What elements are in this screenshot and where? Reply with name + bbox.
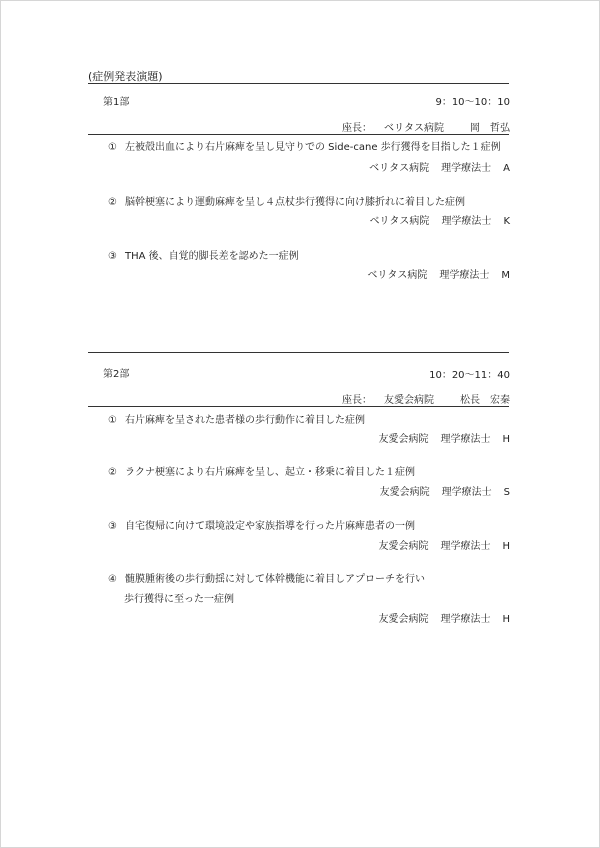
case-number: ③ xyxy=(108,521,117,532)
section-2-rule xyxy=(88,406,509,407)
case-title-text: 脳幹梗塞により運動麻痺を呈し４点杖歩行獲得に向け膝折れに着目した症例 xyxy=(124,197,465,208)
case-author xyxy=(330,541,510,553)
case-number: ④ xyxy=(108,574,117,585)
case-number: ③ xyxy=(108,251,117,262)
case-title xyxy=(108,574,425,586)
document-title: (症例発表演題) xyxy=(88,70,163,83)
author-affiliation: 友愛会病院 xyxy=(378,434,429,445)
case-title-text: ラクナ梗塞により右片麻痺を呈し、起立・移乗に着目した１症例 xyxy=(124,467,415,478)
case-number: ① xyxy=(108,142,117,153)
chair-hospital: ベリタス病院 xyxy=(384,123,444,134)
author-role: 理学療法士 xyxy=(440,541,491,552)
author-initial: H xyxy=(502,614,510,625)
case-title xyxy=(108,415,365,427)
section-1-time: 9：10〜10：10 xyxy=(435,97,510,108)
case-title xyxy=(108,521,415,533)
case-title xyxy=(108,197,465,209)
case-title-text: 右片麻痺を呈された患者様の歩行動作に着目した症例 xyxy=(124,415,365,426)
case-title-text: THA 後、自覚的脚長差を認めた一症例 xyxy=(124,251,299,262)
author-initial: K xyxy=(503,216,510,227)
author-role: 理学療法士 xyxy=(441,163,492,174)
chair-label: 座長： xyxy=(342,123,372,134)
section-divider xyxy=(88,352,509,353)
author-affiliation: ベリタス病院 xyxy=(369,163,430,174)
case-author xyxy=(330,270,510,282)
case-author xyxy=(330,487,510,499)
case-title xyxy=(108,251,299,263)
chair-hospital: 友愛会病院 xyxy=(384,395,434,406)
section-2-name: 第2部 xyxy=(103,369,130,380)
author-role: 理学療法士 xyxy=(441,216,492,227)
case-number: ② xyxy=(108,467,117,478)
case-author xyxy=(330,163,510,175)
title-rule xyxy=(88,83,509,84)
author-initial: H xyxy=(502,434,510,445)
chair-label: 座長： xyxy=(342,395,372,406)
author-affiliation: 友愛会病院 xyxy=(378,614,429,625)
author-initial: S xyxy=(503,487,510,498)
chair-person: 松長 宏秦 xyxy=(460,395,510,406)
section-2-time: 10：20〜11：40 xyxy=(429,370,510,381)
author-affiliation: ベリタス病院 xyxy=(367,270,428,281)
case-title-text: 左被殻出血により右片麻痺を呈し見守りでの Side-cane 歩行獲得を目指した１症例 xyxy=(124,142,501,153)
case-title-continuation: 歩行獲得に至った一症例 xyxy=(124,594,234,605)
author-role: 理学療法士 xyxy=(441,487,492,498)
author-affiliation: 友愛会病院 xyxy=(379,487,430,498)
case-author xyxy=(330,434,510,446)
author-initial: A xyxy=(503,163,510,174)
case-author xyxy=(330,216,510,228)
author-initial: M xyxy=(501,270,510,281)
chair-person: 岡 哲弘 xyxy=(470,123,510,134)
author-initial: H xyxy=(502,541,510,552)
author-role: 理学療法士 xyxy=(440,614,491,625)
case-author xyxy=(330,614,510,626)
case-title xyxy=(108,142,501,154)
author-affiliation: 友愛会病院 xyxy=(378,541,429,552)
author-affiliation: ベリタス病院 xyxy=(369,216,430,227)
section-1-name: 第1部 xyxy=(103,97,130,108)
section-1-rule xyxy=(88,134,509,135)
author-role: 理学療法士 xyxy=(439,270,490,281)
case-title xyxy=(108,467,415,479)
case-title-text: 自宅復帰に向けて環境設定や家族指導を行った片麻痺患者の一例 xyxy=(124,521,415,532)
author-role: 理学療法士 xyxy=(440,434,491,445)
case-number: ① xyxy=(108,415,117,426)
case-number: ② xyxy=(108,197,117,208)
case-title-text: 髄膜腫術後の歩行動揺に対して体幹機能に着目しアプローチを行い xyxy=(124,574,425,585)
